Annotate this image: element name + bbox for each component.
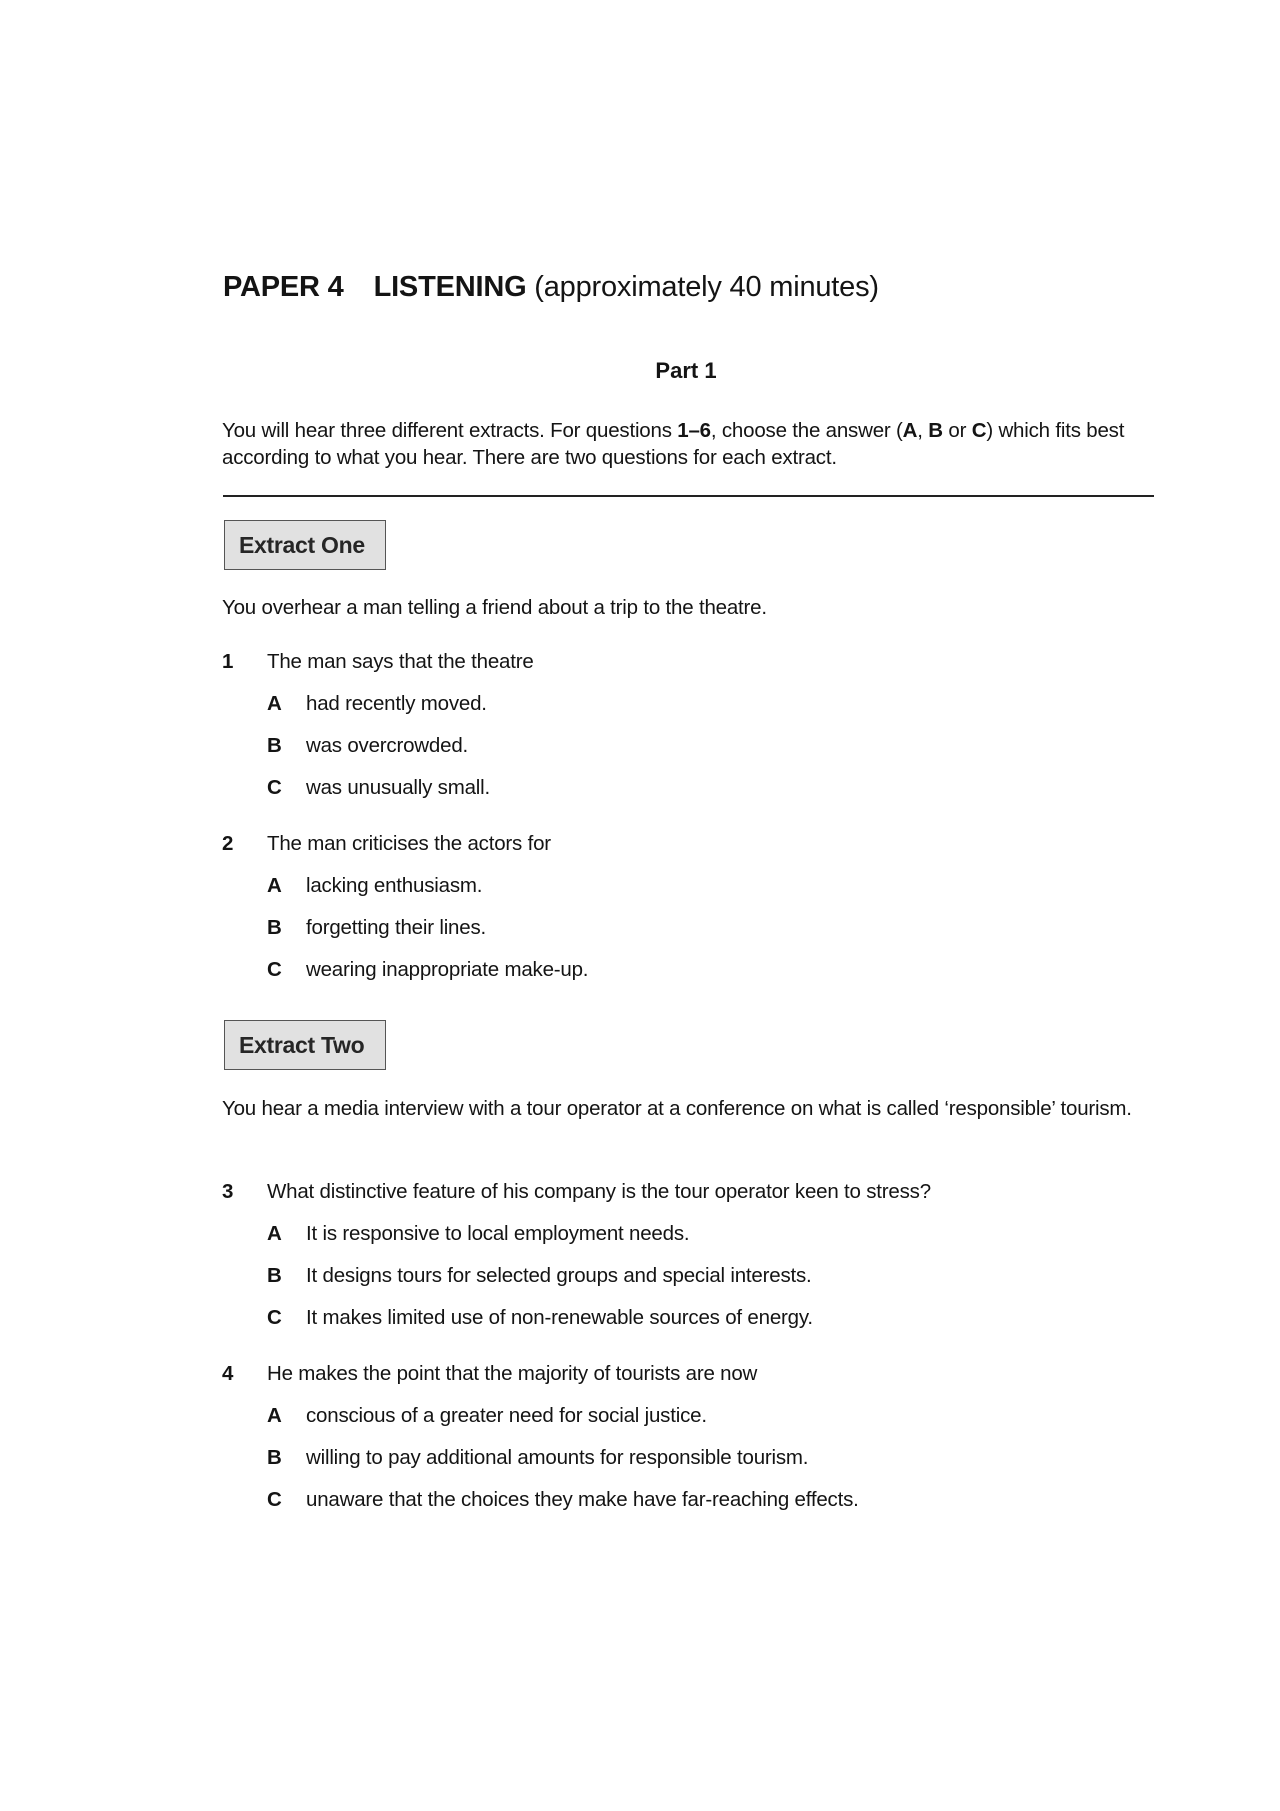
extract-one-context: You overhear a man telling a friend about a trip to the theatre. <box>222 596 767 619</box>
option-text: conscious of a greater need for social justice. <box>306 1404 707 1427</box>
option-text: wearing inappropriate make-up. <box>306 958 589 981</box>
part-title: Part 1 <box>655 358 717 383</box>
instructions-text: , <box>917 419 929 442</box>
option-text: was overcrowded. <box>306 734 469 757</box>
instructions-option-a: A <box>902 419 918 442</box>
instructions-option-c: C <box>971 419 987 442</box>
question-stem: He makes the point that the majority of tourists are now <box>267 1362 758 1385</box>
option-letter: A <box>267 692 282 715</box>
option-letter: A <box>267 1404 282 1427</box>
question-stem: The man criticises the actors for <box>267 832 551 855</box>
option-text: had recently moved. <box>306 692 487 715</box>
question-stem: The man says that the theatre <box>267 650 534 673</box>
paper-number: PAPER 4 <box>223 271 344 303</box>
option-letter: C <box>267 1306 282 1329</box>
question-stem: What distinctive feature of his company is the tour operator keen to stress? <box>267 1180 931 1203</box>
question-number: 3 <box>222 1180 234 1203</box>
option-letter: B <box>267 1446 282 1469</box>
option-letter: B <box>267 916 282 939</box>
extract-two-context: You hear a media interview with a tour operator at a conference on what is called ‘responsible’ tourism. <box>222 1097 1132 1120</box>
option-letter: A <box>267 874 282 897</box>
option-text: It makes limited use of non-renewable sources of energy. <box>306 1306 813 1329</box>
instructions-text: You will hear three different extracts. For questions <box>222 419 678 442</box>
paper-header <box>223 271 879 304</box>
paper-section: LISTENING <box>373 271 527 303</box>
instructions-option-b: B <box>928 419 943 442</box>
question-number: 2 <box>222 832 234 855</box>
instructions-text: , choose the answer ( <box>710 419 903 442</box>
instructions-question-range: 1–6 <box>677 419 711 442</box>
option-text: willing to pay additional amounts for responsible tourism. <box>306 1446 809 1469</box>
instructions <box>222 417 1157 471</box>
question-number: 4 <box>222 1362 234 1385</box>
option-letter: C <box>267 776 282 799</box>
option-text: lacking enthusiasm. <box>306 874 483 897</box>
option-text: was unusually small. <box>306 776 490 799</box>
option-letter: C <box>267 958 282 981</box>
option-letter: B <box>267 1264 282 1287</box>
option-letter: C <box>267 1488 282 1511</box>
option-text: It is responsive to local employment needs. <box>306 1222 690 1245</box>
instructions-text: ) which fits best according to what you hear. There are two questions for each extract. <box>222 419 1125 469</box>
extract-two-label: Extract Two <box>224 1020 386 1070</box>
paper-duration: (approximately 40 minutes) <box>534 271 879 303</box>
option-text: forgetting their lines. <box>306 916 487 939</box>
option-letter: A <box>267 1222 282 1245</box>
section-divider <box>223 495 1154 497</box>
instructions-text: or <box>942 419 972 442</box>
option-letter: B <box>267 734 282 757</box>
option-text: It designs tours for selected groups and special interests. <box>306 1264 812 1287</box>
question-number: 1 <box>222 650 234 673</box>
extract-one-label: Extract One <box>224 520 386 570</box>
option-text: unaware that the choices they make have far-reaching effects. <box>306 1488 859 1511</box>
